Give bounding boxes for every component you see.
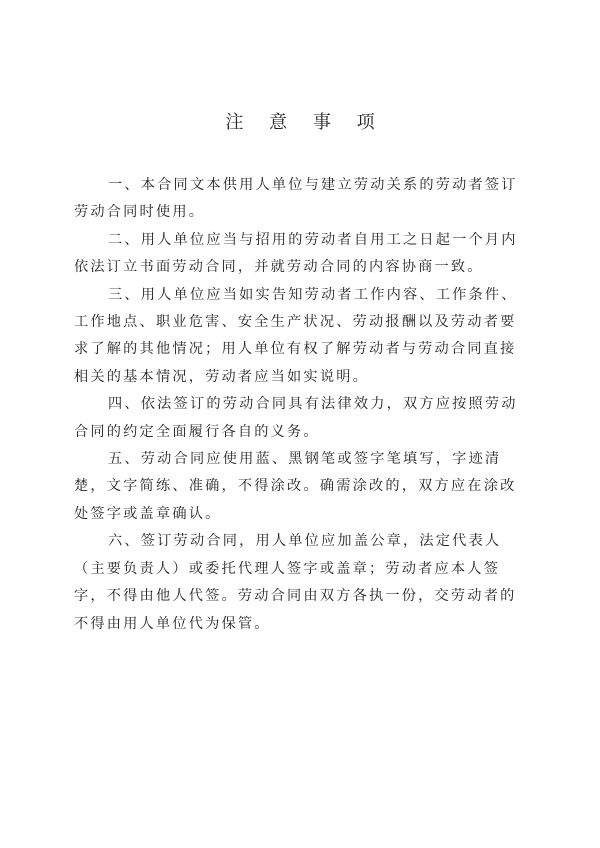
notice-item-4: 四、依法签订的劳动合同具有法律效力，双方应按照劳动合同的约定全面履行各自的义务。 bbox=[74, 396, 518, 440]
notice-body bbox=[74, 172, 528, 638]
notice-item-2: 二、用人单位应当与招用的劳动者自用工之日起一个月内依法订立书面劳动合同，并就劳动合同的内容协商一致。 bbox=[74, 231, 518, 276]
notice-item-6: 六、签订劳动合同，用人单位应加盖公章，法定代表人（主要负责人）或委托代理人签字或盖章；劳动者应本人签字，不得由他人代签。劳动合同由双方各执一份，交劳动者的不得由用人单位代为保管。 bbox=[74, 533, 517, 632]
notice-item-3: 三、用人单位应当如实告知劳动者工作内容、工作条件、工作地点、职业危害、安全生产状况、劳动报酬以及劳动者要求了解的其他情况；用人单位有权了解劳动者与劳动合同直接相关的基本情况，劳动者应当如实说明。 bbox=[74, 286, 518, 385]
page-title: 注 意 事 项 bbox=[225, 112, 385, 133]
notice-item-5: 五、劳动合同应使用蓝、黑钢笔或签字笔填写，字迹清楚，文字简练、准确，不得涂改。确需涂改的，双方应在涂改处签字或盖章确认。 bbox=[74, 451, 517, 522]
notice-item-1: 一、本合同文本供用人单位与建立劳动关系的劳动者签订劳动合同时使用。 bbox=[74, 177, 518, 221]
